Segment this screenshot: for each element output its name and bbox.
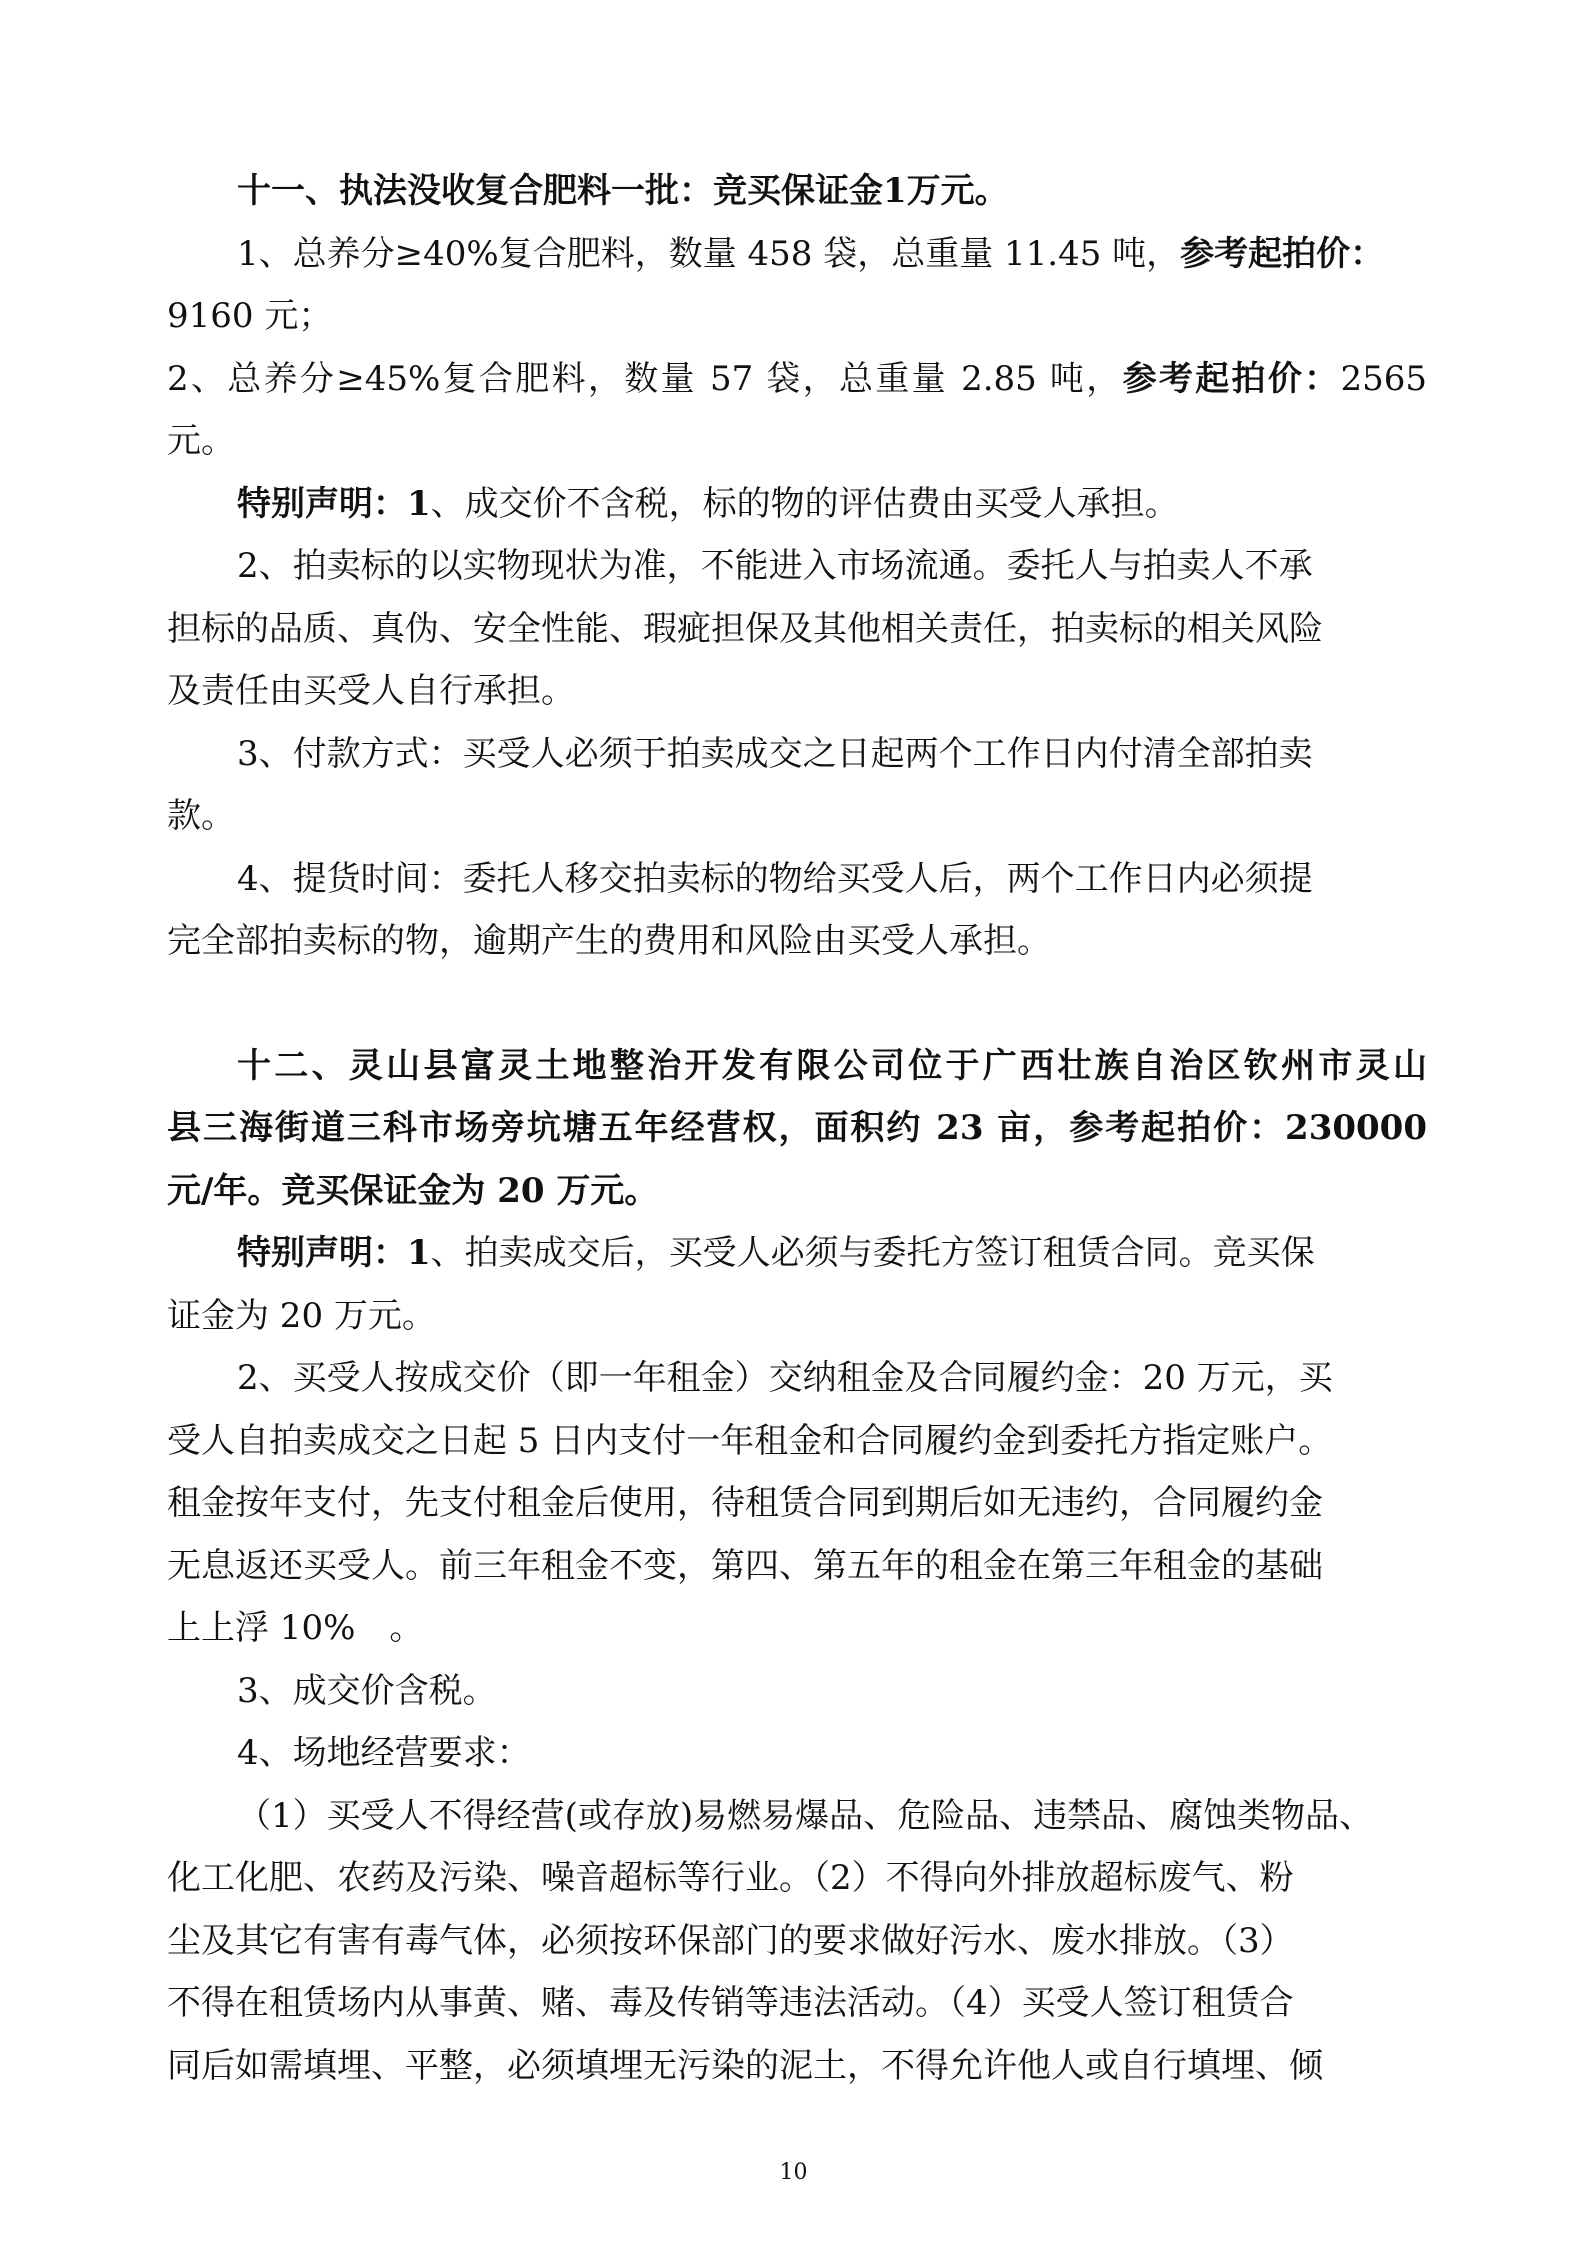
section-11-p2-line: 2、拍卖标的以实物现状为准，不能进入市场流通。委托人与拍卖人不承 (237, 546, 1313, 586)
item-2-price-label: 参考起拍价： (1122, 358, 1341, 399)
section-12-heading-line: 县三海街道三科市场旁坑塘五年经营权，面积约 23 亩，参考起拍价：230000 (167, 1108, 1427, 1148)
item-2-price-value: 2565 (1340, 358, 1428, 399)
section-12-p2-line: 受人自拍卖成交之日起 5 日内支付一年租金和合同履约金到委托方指定账户。 (167, 1420, 1333, 1461)
page-number: 10 (779, 2160, 808, 2185)
section-12-p5-line: （1）买受人不得经营(或存放)易燃易爆品、危险品、违禁品、腐蚀类物品、 (237, 1795, 1374, 1836)
section-12-p2-line: 租金按年支付，先支付租金后使用，待租赁合同到期后如无违约，合同履约金 (167, 1483, 1323, 1523)
section-12-p2-line: 上上浮 10% 。 (167, 1608, 424, 1648)
special-notice-text: 、拍卖成交后，买受人必须与委托方签订租赁合同。竞买保 (430, 1233, 1315, 1273)
section-12-special-notice (167, 1222, 1427, 1285)
special-notice-text: 、成交价不含税，标的物的评估费由买受人承担。 (430, 483, 1179, 524)
section-12-p5-line: 同后如需填埋、平整，必须填埋无污染的泥土，不得允许他人或自行填埋、倾 (167, 2045, 1323, 2086)
special-notice-label: 特别声明：1 (237, 1233, 431, 1273)
item-1-price-label: 参考起拍价： (1180, 233, 1385, 274)
section-11-p2-line: 及责任由买受人自行承担。 (167, 671, 575, 711)
section-11-heading: 十一、执法没收复合肥料一批：竞买保证金1万元。 (237, 171, 1009, 211)
section-12-heading-line: 十二、灵山县富灵土地整治开发有限公司位于广西壮族自治区钦州市灵山 (237, 1045, 1427, 1086)
section-11-item-2-line-1 (167, 348, 1427, 411)
section-12-special-notice-line-2: 证金为 20 万元。 (167, 1295, 436, 1336)
section-11-p3-line: 款。 (167, 796, 235, 836)
special-notice-label: 特别声明：1 (237, 483, 431, 524)
section-12-p5-line: 尘及其它有害有毒气体，必须按环保部门的要求做好污水、废水排放。（3） (167, 1920, 1294, 1961)
section-12-p5-line: 化工化肥、农药及污染、噪音超标等行业。（2）不得向外排放超标废气、粉 (167, 1858, 1294, 1898)
section-11-item-1-line-2: 9160 元； (167, 296, 333, 336)
item-1-description: 1、总养分≥40%复合肥料，数量 458 袋，总重量 11.45 吨， (237, 233, 1181, 274)
section-12-p5-line: 不得在租赁场内从事黄、赌、毒及传销等违法活动。（4）买受人签订租赁合 (167, 1983, 1294, 2023)
document-page (167, 160, 1427, 2097)
section-12-p2-line: 2、买受人按成交价（即一年租金）交纳租金及合同履约金：20 万元，买 (237, 1358, 1333, 1398)
section-11-item-1-line-1 (167, 223, 1427, 286)
section-12-heading-line: 元/年。竞买保证金为 20 万元。 (167, 1170, 659, 1211)
item-2-description: 2、总养分≥45%复合肥料，数量 57 袋，总重量 2.85 吨， (167, 358, 1123, 399)
section-11-p2-line: 担标的品质、真伪、安全性能、瑕疵担保及其他相关责任，拍卖标的相关风险 (167, 608, 1323, 649)
section-11-p4-line: 4、提货时间：委托人移交拍卖标的物给买受人后，两个工作日内必须提 (237, 858, 1313, 899)
section-11-p3-line: 3、付款方式：买受人必须于拍卖成交之日起两个工作日内付清全部拍卖 (237, 733, 1313, 774)
section-11-p4-line: 完全部拍卖标的物，逾期产生的费用和风险由买受人承担。 (167, 921, 1051, 961)
section-12-p4: 4、场地经营要求： (237, 1733, 531, 1773)
section-11-special-notice (167, 473, 1427, 536)
section-12-p3: 3、成交价含税。 (237, 1670, 497, 1711)
section-12-p2-line: 无息返还买受人。前三年租金不变，第四、第五年的租金在第三年租金的基础 (167, 1545, 1323, 1586)
section-spacer (167, 973, 1427, 1035)
section-11-item-2-line-2: 元。 (167, 421, 235, 461)
